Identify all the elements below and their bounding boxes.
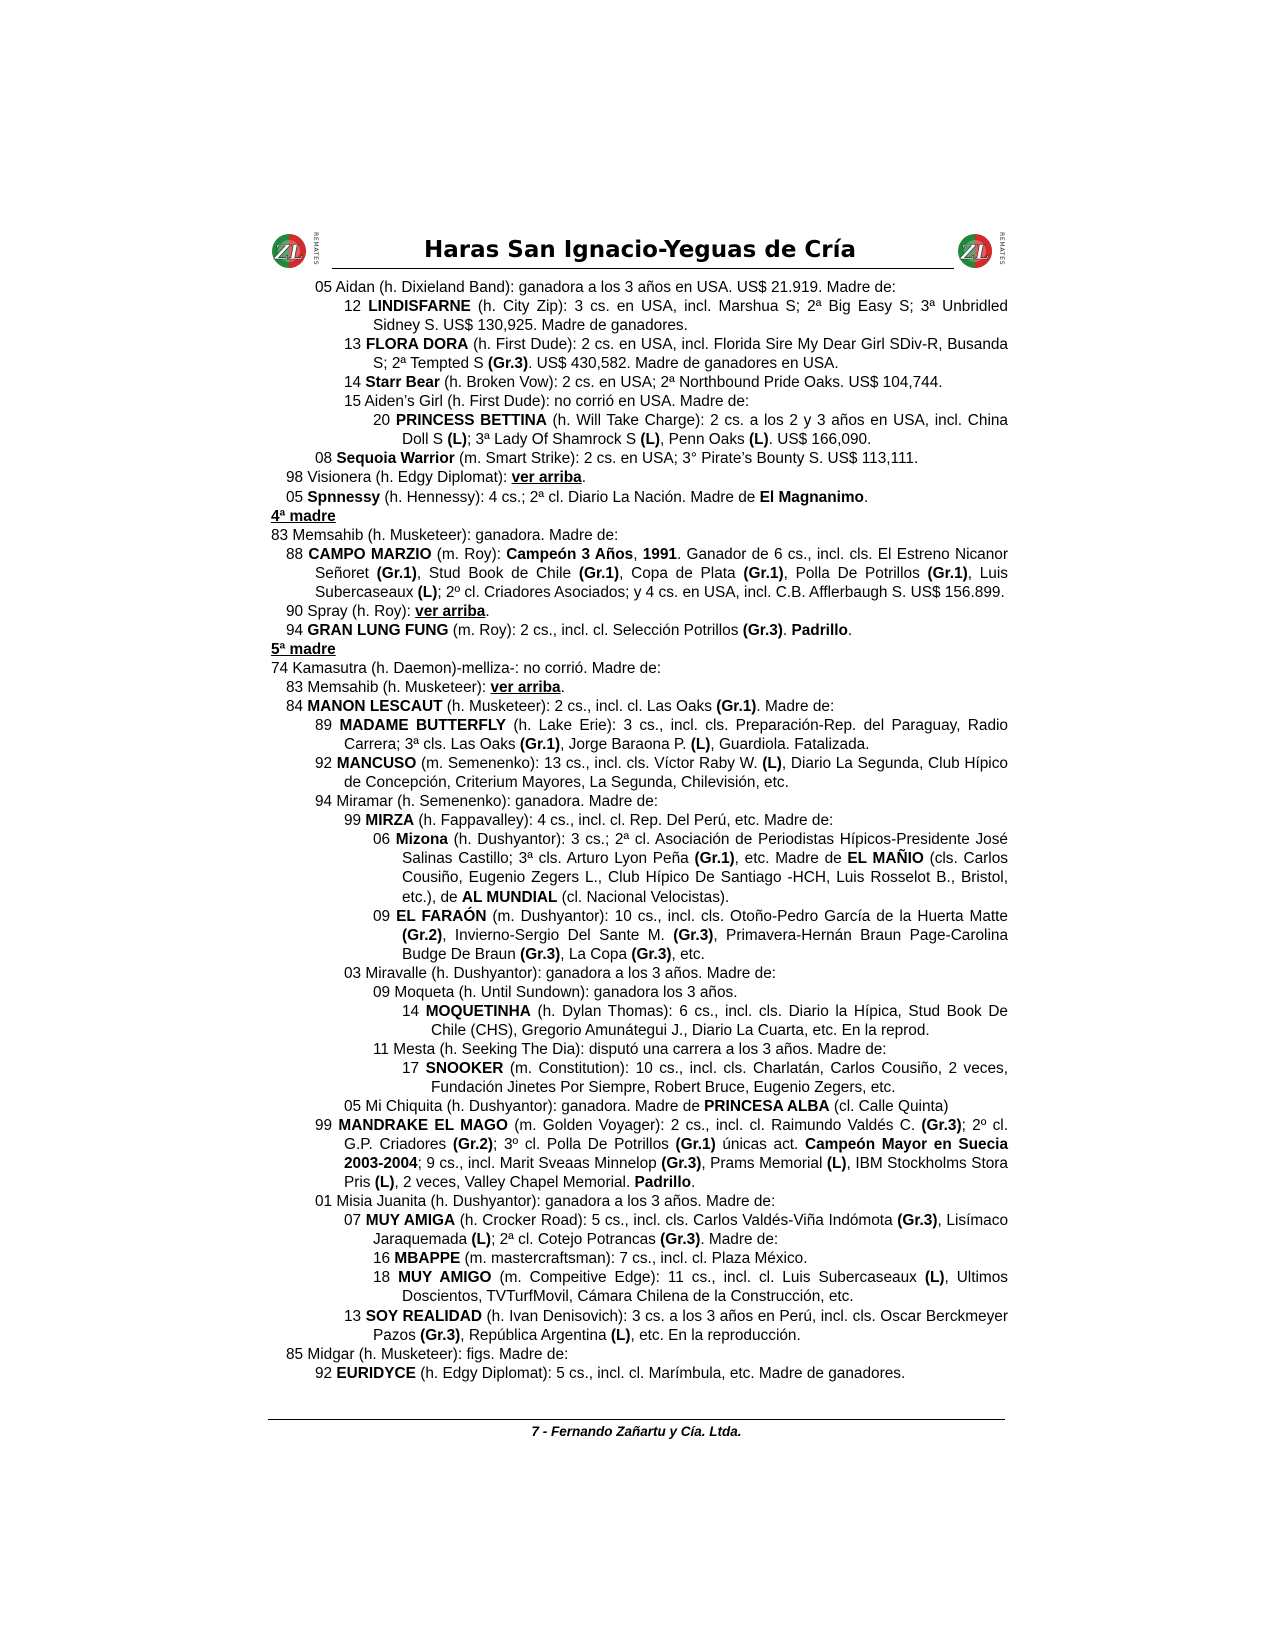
pedigree-entry	[271, 1002, 1008, 1040]
pedigree-entry	[271, 602, 1008, 621]
entry-text: 20	[373, 412, 396, 430]
section-heading	[271, 640, 1008, 659]
pedigree-entry	[271, 488, 1008, 507]
entry-text: 05 Mi Chiquita (h. Dushyantor): ganadora. Madre de	[344, 1098, 705, 1116]
remates-logo-right	[956, 228, 1010, 274]
pedigree-entry	[271, 697, 1008, 716]
bold-text: FLORA DORA	[365, 336, 469, 354]
bold-text: (L)	[417, 583, 438, 601]
entry-text: (h. Crocker Road): 5 cs., incl. cls. Carlos Valdés-Viña Indómota	[455, 1212, 898, 1230]
entry-text: 14	[344, 374, 366, 392]
logo-remates-text: REMATES	[998, 232, 1005, 266]
bold-text: PRINCESS BETTINA	[395, 412, 547, 430]
header-divider	[332, 268, 954, 269]
entry-text: 08	[315, 450, 337, 468]
pedigree-entry	[271, 907, 1008, 964]
entry-text: 06	[373, 831, 396, 849]
bold-text: (Gr.1)	[743, 564, 784, 582]
entry-text: 90 Spray (h. Roy):	[286, 602, 416, 620]
entry-text: 92	[315, 755, 337, 773]
entry-text: , La Copa	[560, 945, 632, 963]
entry-text: (h. Lake Erie): 3 cs., incl. cls. Preparación-Rep. del Paraguay, Radio Carrera; 3ª cls. Las Oaks	[344, 717, 1008, 754]
entry-text: (h. Broken Vow): 2 cs. en USA; 2ª Northbound Pride Oaks. US$ 104,744.	[439, 374, 943, 392]
entry-text: (h. Edgy Diplomat): 5 cs., incl. cl. Marímbula, etc. Madre de ganadores.	[415, 1364, 906, 1382]
pedigree-entry	[271, 621, 1008, 640]
pedigree-entry	[271, 1059, 1008, 1097]
bold-text: (L)	[749, 431, 769, 449]
entry-text: , Ultimos Doscientos, TVTurfMovil, Cámara Chilena de la Construcción, etc.	[402, 1269, 1008, 1306]
pedigree-entry	[271, 716, 1008, 754]
pedigree-entry	[271, 297, 1008, 335]
bold-text: (L)	[374, 1174, 395, 1192]
bold-text: (Gr.3)	[631, 945, 672, 963]
entry-text: 11 Mesta (h. Seeking The Dia): disputó una carrera a los 3 años. Madre de:	[373, 1040, 887, 1058]
entry-text: 13	[344, 336, 366, 354]
entry-text: (m. Dushyantor): 10 cs., incl. cls. Otoño-Pedro García de la Huerta Matte	[486, 907, 1008, 925]
entry-text: (h. First Dude): 2 cs. en USA, incl. Florida Sire My Dear Girl SDiv-R, Busanda S; 2ª Tempted S	[373, 336, 1008, 373]
entry-text: .	[847, 621, 853, 639]
bold-text: (Gr.1)	[519, 736, 561, 754]
entry-text: .	[691, 1174, 696, 1192]
entry-text: , Prams Memorial	[701, 1155, 827, 1173]
pedigree-entry	[271, 983, 1008, 1002]
entry-text: 09	[373, 907, 397, 925]
bold-text: MOQUETINHA	[425, 1002, 531, 1020]
bold-text: (Gr.1)	[927, 564, 968, 582]
bold-text: 1991	[642, 545, 677, 563]
pedigree-entry	[271, 1268, 1008, 1306]
entry-text: . US$ 166,090.	[768, 431, 872, 449]
entry-text: 99	[315, 1117, 339, 1135]
entry-text: (cl. Nacional Velocistas).	[557, 888, 730, 906]
bold-text: (L)	[690, 736, 711, 754]
bold-text: PRINCESA ALBA	[704, 1098, 830, 1116]
entry-text: 09 Moqueta (h. Until Sundown): ganadora los 3 años.	[373, 983, 738, 1001]
bold-text: EL FARAÓN	[396, 907, 487, 925]
bold-text: MBAPPE	[394, 1250, 461, 1268]
entry-text: 03 Miravalle (h. Dushyantor): ganadora a los 3 años. Madre de:	[344, 964, 777, 982]
pedigree-entry	[271, 449, 1008, 468]
bold-text: AL MUNDIAL	[461, 888, 558, 906]
bold-text: MUY AMIGO	[398, 1269, 492, 1287]
entry-text: 13	[344, 1307, 366, 1325]
pedigree-entry	[271, 1307, 1008, 1345]
entry-text: .	[863, 488, 869, 506]
bold-text: MUY AMIGA	[365, 1212, 456, 1230]
entry-text: 16	[373, 1250, 395, 1268]
bold-text: MANCUSO	[336, 755, 417, 773]
logo-letters: ZL	[960, 240, 990, 264]
entry-text: (h. City Zip): 3 cs. en USA, incl. Marshua S; 2ª Big Easy S; 3ª Unbridled Sidney S. US$ 130,925. Madre de ganadores.	[373, 298, 1008, 335]
bold-text: (Gr.2)	[452, 1136, 494, 1154]
bold-text: (Gr.3)	[661, 1155, 702, 1173]
bold-text: (Gr.3)	[520, 945, 561, 963]
underlined-text: ver arriba	[415, 602, 486, 620]
entry-text: ; 2º cl. G.P. Criadores	[344, 1117, 1008, 1154]
bold-text: (Gr.3)	[660, 1231, 701, 1249]
entry-text: (m. Golden Voyager): 2 cs., incl. cl. Raimundo Valdés C.	[507, 1117, 922, 1135]
pedigree-entry	[271, 1364, 1008, 1383]
entry-text: ,	[633, 545, 643, 563]
entry-text: (cls. Carlos Cousiño, Eugenio Zegers L., Club Hípico De Santiago -HCH, Luis Rosselot B., Bristol, etc.), de	[402, 850, 1008, 906]
bold-text: Padrillo	[634, 1174, 691, 1192]
bold-text: El Magnanimo	[759, 488, 864, 506]
entry-text: 84	[286, 698, 308, 716]
entry-text: ; 2ª cl. Cotejo Potrancas	[491, 1231, 661, 1249]
bold-text: (Gr.3)	[420, 1326, 461, 1344]
bold-text: (L)	[762, 755, 782, 773]
underlined-text: ver arriba	[511, 469, 582, 487]
entry-text: , etc.	[671, 945, 705, 963]
pedigree-text	[271, 278, 1008, 1383]
entry-text: 05	[286, 488, 308, 506]
entry-text: (cl. Calle Quinta)	[829, 1098, 949, 1116]
entry-text: 85 Midgar (h. Musketeer): figs. Madre de:	[286, 1345, 569, 1363]
section-heading	[271, 507, 1008, 526]
bold-text: GRAN LUNG FUNG	[307, 621, 449, 639]
bold-text: Campeón Mayor en Suecia 2003-2004	[344, 1136, 1008, 1173]
entry-text: 14	[402, 1002, 426, 1020]
entry-text: 88	[286, 545, 309, 563]
entry-text: ; 9 cs., incl. Marit Sveaas Minnelop	[417, 1155, 662, 1173]
bold-text: Padrillo	[791, 621, 848, 639]
remates-logo-left	[270, 228, 324, 274]
pedigree-entry	[271, 811, 1008, 830]
entry-text: (h. Dushyantor): 3 cs.; 2ª cl. Asociación de Periodistas Hípicos-Presidente José Salinas Castillo; 3ª cls. Arturo Lyon Peña	[402, 831, 1008, 868]
entry-text: (h. Dylan Thomas): 6 cs., incl. cls. Diario la Hípica, Stud Book De Chile (CHS), Gregorio Amunátegui J., Diario La Cuarta, etc. En la reprod.	[431, 1002, 1008, 1039]
pedigree-entry	[271, 373, 1008, 392]
entry-text: . Madre de:	[756, 698, 835, 716]
pedigree-entry	[271, 335, 1008, 373]
entry-text: , 2 veces, Valley Chapel Memorial.	[394, 1174, 635, 1192]
pedigree-entry	[271, 1097, 1008, 1116]
bold-text: (L)	[826, 1155, 847, 1173]
entry-text: .	[560, 678, 565, 696]
entry-text: (m. mastercraftsman): 7 cs., incl. cl. Plaza México.	[460, 1250, 808, 1268]
bold-text: (Gr.1)	[716, 698, 757, 716]
entry-text: (h. Hennessy): 4 cs.; 2ª cl. Diario La Nación. Madre de	[380, 488, 760, 506]
bold-text: Spnnessy	[307, 488, 381, 506]
bold-text: (L)	[640, 431, 661, 449]
entry-text: (m. Roy):	[431, 545, 507, 563]
bold-text: (Gr.3)	[742, 621, 783, 639]
page-header	[270, 228, 1010, 274]
bold-text: (Gr.1)	[376, 564, 417, 582]
entry-text: .	[782, 621, 792, 639]
entry-text: . US$ 430,582. Madre de ganadores en USA.	[528, 355, 839, 373]
entry-text: (m. Compeitive Edge): 11 cs., incl. cl. Luis Subercaseaux	[491, 1269, 925, 1287]
entry-text: (h. Fappavalley): 4 cs., incl. cl. Rep. Del Perú, etc. Madre de:	[414, 812, 834, 830]
entry-text: ; 3ª Lady Of Shamrock S	[467, 431, 641, 449]
entry-text: , Luis Subercaseaux	[315, 564, 1008, 601]
entry-text: (h. Ivan Denisovich): 3 cs. a los 3 años en Perú, incl. cls. Oscar Berckmeyer Pazos	[373, 1307, 1008, 1344]
entry-text: ; 2º cl. Criadores Asociados; y 4 cs. en USA, incl. C.B. Afflerbaugh S. US$ 156.899.	[437, 583, 1005, 601]
bold-text: MANON LESCAUT	[307, 698, 443, 716]
entry-text: , Jorge Baraona P.	[560, 736, 691, 754]
bold-text: (Gr.3)	[897, 1212, 938, 1230]
bold-text: (L)	[471, 1231, 492, 1249]
pedigree-entry	[271, 754, 1008, 792]
entry-text: , Stud Book de Chile	[416, 564, 579, 582]
pedigree-entry	[271, 830, 1008, 906]
entry-text: , Diario La Segunda, Club Hípico de Concepción, Criterium Mayores, La Segunda, Chilevisión, etc.	[344, 755, 1008, 792]
pedigree-entry	[271, 1116, 1008, 1192]
entry-text: 18	[373, 1269, 399, 1287]
entry-text: 17	[402, 1059, 426, 1077]
bold-text: MANDRAKE EL MAGO	[338, 1117, 508, 1135]
entry-text: 94	[286, 621, 308, 639]
logo-remates-text: REMATES	[312, 232, 319, 266]
pedigree-entry	[271, 1192, 1008, 1211]
entry-text: 01 Misia Juanita (h. Dushyantor): ganadora a los 3 años. Madre de:	[315, 1193, 776, 1211]
bold-text: MADAME BUTTERFLY	[339, 717, 507, 735]
entry-text: , Guardiola. Fatalizada.	[710, 736, 870, 754]
bold-text: EURIDYCE	[336, 1364, 416, 1382]
bold-text: (Gr.2)	[402, 926, 443, 944]
bold-text: Campeón 3 Años	[506, 545, 634, 563]
entry-text: 07	[344, 1212, 366, 1230]
entry-text: 98 Visionera (h. Edgy Diplomat):	[286, 469, 512, 487]
pedigree-entry	[271, 678, 1008, 697]
entry-text: 99	[344, 812, 366, 830]
entry-text: 94 Miramar (h. Semenenko): ganadora. Madre de:	[315, 793, 659, 811]
entry-text: (h. Will Take Charge): 2 cs. a los 2 y 3 años en USA, incl. China Doll S	[402, 412, 1008, 449]
bold-text: SNOOKER	[425, 1059, 504, 1077]
pedigree-entry	[271, 392, 1008, 411]
pedigree-entry	[271, 1040, 1008, 1059]
bold-text: CAMPO MARZIO	[308, 545, 432, 563]
bold-text: Sequoia Warrior	[336, 450, 455, 468]
bold-text: (Gr.3)	[921, 1117, 962, 1135]
pedigree-entry	[271, 468, 1008, 487]
entry-text: (h. Musketeer): 2 cs., incl. cl. Las Oaks	[442, 698, 717, 716]
entry-text: únicas act.	[715, 1136, 805, 1154]
bold-text: (L)	[447, 431, 467, 449]
underlined-text: 4ª madre	[271, 507, 336, 525]
entry-text: .	[485, 602, 490, 620]
page-footer: 7 - Fernando Zañartu y Cía. Ltda.	[531, 1424, 742, 1439]
bold-text: SOY REALIDAD	[365, 1307, 482, 1325]
entry-text: , etc. Madre de	[734, 850, 848, 868]
entry-text: (m. Roy): 2 cs., incl. cl. Selección Potrillos	[448, 621, 743, 639]
bold-text: MIRZA	[365, 812, 415, 830]
entry-text: 89	[315, 717, 340, 735]
entry-text: (m. Semenenko): 13 cs., incl. cls. Víctor Raby W.	[416, 755, 763, 773]
bold-text: (L)	[924, 1269, 945, 1287]
entry-text: , Primavera-Hernán Braun Page-Carolina Budge De Braun	[402, 926, 1009, 963]
pedigree-entry	[271, 545, 1008, 602]
entry-text: ; 3º cl. Polla De Potrillos	[493, 1136, 676, 1154]
underlined-text: ver arriba	[490, 678, 561, 696]
entry-text: (m. Constitution): 10 cs., incl. cls. Charlatán, Carlos Cousiño, 2 veces, Fundación Jinetes Por Siempre, Robert Bruce, Eugenio Zegers, etc.	[431, 1059, 1008, 1096]
entry-text: .	[581, 469, 587, 487]
entry-text: . Ganador de 6 cs., incl. cls. El Estreno Nicanor Señoret	[315, 545, 1008, 582]
pedigree-entry	[271, 411, 1008, 449]
bold-text: (Gr.1)	[694, 850, 735, 868]
bold-text: EL MAÑIO	[847, 850, 924, 868]
entry-text: , Copa de Plata	[619, 564, 744, 582]
pedigree-entry	[271, 1249, 1008, 1268]
bold-text: (Gr.1)	[578, 564, 620, 582]
entry-text: , etc. En la reproducción.	[630, 1326, 801, 1344]
logo-letters: ZL	[274, 240, 304, 264]
pedigree-entry	[271, 659, 1008, 678]
pedigree-entry	[271, 964, 1008, 983]
entry-text: , Invierno-Sergio Del Sante M.	[442, 926, 674, 944]
pedigree-entry	[271, 278, 1008, 297]
entry-text: 12	[344, 298, 369, 316]
pedigree-entry	[271, 526, 1008, 545]
entry-text: 92	[315, 1364, 337, 1382]
entry-text: , República Argentina	[460, 1326, 611, 1344]
entry-text: 05 Aidan (h. Dixieland Band): ganadora a los 3 años en USA. US$ 21.919. Madre de:	[315, 279, 896, 296]
bold-text: (L)	[610, 1326, 631, 1344]
entry-text: , IBM Stockholms Stora Pris	[344, 1155, 1008, 1192]
entry-text: . Madre de:	[700, 1231, 779, 1249]
pedigree-entry	[271, 1345, 1008, 1364]
footer-divider	[268, 1419, 1005, 1420]
bold-text: LINDISFARNE	[368, 298, 471, 316]
entry-text: (m. Smart Strike): 2 cs. en USA; 3° Pirate’s Bounty S. US$ 113,111.	[454, 450, 919, 468]
bold-text: (Gr.3)	[673, 926, 714, 944]
entry-text: 74 Kamasutra (h. Daemon)-melliza-: no corrió. Madre de:	[271, 659, 662, 677]
pedigree-entry	[271, 792, 1008, 811]
pedigree-entry	[271, 1211, 1008, 1249]
entry-text: 83 Memsahib (h. Musketeer): ganadora. Madre de:	[271, 526, 619, 544]
bold-text: Starr Bear	[365, 374, 440, 392]
bold-text: (Gr.3)	[487, 355, 529, 373]
entry-text: , Penn Oaks	[660, 431, 749, 449]
entry-text: , Lisímaco Jaraquemada	[373, 1212, 1008, 1249]
page-title: Haras San Ignacio-Yeguas de Cría	[423, 237, 857, 263]
entry-text: 15 Aiden’s Girl (h. First Dude): no corrió en USA. Madre de:	[344, 393, 750, 411]
entry-text: 83 Memsahib (h. Musketeer):	[286, 678, 491, 696]
bold-text: (Gr.1)	[675, 1136, 716, 1154]
underlined-text: 5ª madre	[271, 640, 336, 658]
entry-text: , Polla De Potrillos	[783, 564, 928, 582]
bold-text: Mizona	[395, 831, 448, 849]
